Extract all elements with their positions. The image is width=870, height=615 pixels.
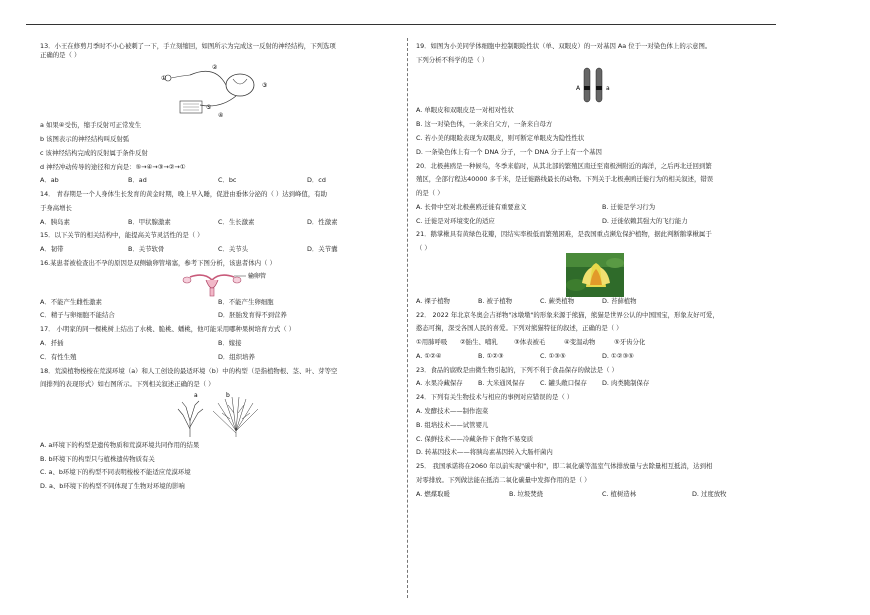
- q22-stem-line-2: 憨态可掬，深受各国人民的喜爱。下列对熊猫特征的叙述，正确的是（ ）: [416, 324, 623, 333]
- q20-stem-line-3: 的是（ ）: [416, 189, 444, 198]
- q22-choice-a[interactable]: A. ①②④: [416, 351, 442, 360]
- q25-choices: [416, 490, 782, 499]
- q20-choice-b[interactable]: B. 迁徙是学习行为: [602, 202, 656, 211]
- female-reproductive-diagram: [40, 268, 396, 298]
- q22-features: [416, 338, 782, 347]
- q17-choice-c[interactable]: C．有性生殖: [40, 352, 77, 361]
- q23-choice-d[interactable]: D. 肉类腌制保存: [602, 379, 650, 388]
- q14-choice-d[interactable]: D．性激素: [307, 217, 338, 226]
- left-column: [40, 42, 396, 491]
- q16-choice-a[interactable]: A．不能产生雌性激素: [40, 297, 102, 306]
- q20-choice-c[interactable]: C. 迁徙是对环境变化的适应: [416, 216, 495, 225]
- reflex-arc-diagram: [40, 59, 396, 121]
- question-14: [40, 190, 396, 226]
- q22-feature-1: ①用肺呼吸: [416, 338, 448, 347]
- q13-stem-line-2: 正确的是（ ）: [40, 50, 81, 59]
- q19-choice-a[interactable]: A. 单眼皮和双眼皮是一对相对性状: [416, 106, 514, 115]
- q24-choice-b[interactable]: B. 组培技术——试管婴儿: [416, 420, 489, 429]
- q16-choices-row-2: [40, 311, 396, 320]
- q25-choice-d[interactable]: D. 过度放牧: [692, 489, 727, 498]
- q23-choices: [416, 379, 782, 388]
- q18-label-a: a: [194, 391, 198, 399]
- q17-choices-row-1: [40, 339, 396, 348]
- q14-choice-c[interactable]: C．生长激素: [218, 217, 255, 226]
- q24-choice-a[interactable]: A. 发酵技术——制作泡菜: [416, 407, 489, 416]
- q22-stem-line-1: 22． 2022 年北京冬奥会吉祥物"冰墩墩"的形象来源于熊猫，熊猫是世界公认的中国国宝，形象友好可爱，: [416, 310, 719, 319]
- q21-choice-d[interactable]: D. 苔藓植物: [602, 296, 637, 305]
- q13-label-3: ③: [262, 82, 268, 90]
- q17-choices-row-2: [40, 353, 396, 362]
- q23-choice-c[interactable]: C. 罐头敞口保存: [540, 379, 587, 388]
- q13-option-c: c 该神经结构完成的反射属于条件反射: [40, 148, 148, 157]
- q18-choice-b[interactable]: B. b环境下的构型只与植株遗传物质有关: [40, 454, 155, 463]
- q13-option-b: b 该图表示的神经结构叫反射弧: [40, 134, 130, 143]
- chromosome-diagram: [416, 64, 782, 106]
- shrub-b-icon: [213, 397, 258, 437]
- q19-choice-b[interactable]: B. 这一对染色体，一条来自父方，一条来自母方: [416, 120, 553, 129]
- q22-choice-c[interactable]: C. ①③⑤: [540, 351, 566, 360]
- q20-choices-row-2: [416, 217, 782, 226]
- q21-choice-b[interactable]: B. 被子植物: [478, 296, 513, 305]
- q21-choice-a[interactable]: A. 裸子植物: [416, 296, 450, 305]
- q19-stem-line-1: 19．如图为小美同学体细胞中控制眼睑性状（单、双眼皮）的一对基因 Aa 位于一对染色体上的示意图。: [416, 42, 712, 50]
- q22-feature-4: ④变温动物: [564, 338, 596, 347]
- question-23: [416, 366, 782, 388]
- q18-figure: [40, 389, 396, 441]
- q18-choice-a[interactable]: A. a环境下的构型是遗传物质和荒漠环境共同作用的结果: [40, 440, 200, 449]
- q13-choice-a[interactable]: A．ab: [40, 176, 59, 185]
- q19-choice-c[interactable]: C. 若小美的眼睑表现为双眼皮，则可断定单眼皮为隐性性状: [416, 133, 585, 142]
- question-19: [416, 42, 782, 156]
- q24-choice-c[interactable]: C. 保鲜技术——冷藏条件下食物不易变质: [416, 434, 534, 443]
- saxaul-shrub-diagram: [40, 389, 396, 441]
- q13-figure: [40, 59, 396, 121]
- q22-feature-3: ③体表被毛: [514, 338, 546, 347]
- q16-choice-d[interactable]: D．胚胎发育得不到营养: [218, 311, 287, 320]
- column-divider: [407, 38, 408, 598]
- q20-choice-a[interactable]: A. 长骨中空对北极燕鸥迁徙有重要意义: [416, 202, 527, 211]
- q17-stem: 17． 小明家的同一棵桃树上结出了水桃、脆桃、蟠桃，他可能采用哪种果树培育方式（ ）: [40, 325, 296, 334]
- q22-choices: [416, 352, 782, 361]
- q21-figure: [416, 253, 782, 297]
- q17-choice-d[interactable]: D．组织培养: [218, 352, 255, 361]
- q14-choice-b[interactable]: B．甲状腺激素: [128, 217, 171, 226]
- q15-choice-d[interactable]: D．关节囊: [307, 245, 338, 254]
- q13-stem-line-1: 13．小王在修剪月季时不小心被刺了一下，手立刻缩回，如图所示为完成这一反射的神经结构，下列选项: [40, 42, 336, 50]
- q14-choice-a[interactable]: A．胰岛素: [40, 217, 70, 226]
- q16-stem: 16.某患者被检查出不孕的原因是双侧输卵管堵塞，参考下图分析，该患者体内（ ）: [40, 259, 276, 267]
- question-13: [40, 42, 396, 185]
- q23-stem: 23．食品的腐败是由微生物引起的，下列不利于食品保存的做法是（ ）: [416, 365, 618, 374]
- q16-choices-row-1: [40, 298, 396, 307]
- q13-option-a: a 如果④受伤，缩手反射可正常发生: [40, 121, 142, 130]
- q15-choices: [40, 245, 396, 254]
- question-18: [40, 367, 396, 491]
- q19-choice-d[interactable]: D. 一条染色体上有一个 DNA 分子，一个 DNA 分子上有一个基因: [416, 147, 602, 156]
- q13-label-4: ④: [218, 112, 224, 120]
- q21-stem-line-2: （ ）: [416, 244, 431, 253]
- question-21: [416, 230, 782, 305]
- question-16: [40, 259, 396, 320]
- q13-choices: [40, 176, 396, 185]
- q16-figure: [40, 268, 396, 298]
- q19-stem-line-2: 下列分析不科学的是（ ）: [416, 55, 489, 64]
- q20-stem-line-1: 20．北极燕鸥是一种候鸟，冬季来临时，从其北部的繁殖区南迁至南极洲附近的海洋，之后再北迁回到繁: [416, 161, 712, 170]
- q14-stem-line-1: 14． 青春期是一个人身体生长发育的黄金时期，晚上早入睡，促进由垂体分泌的（ ）达到峰值，有助: [40, 190, 327, 199]
- q18-stem-line-2: 间排列的表现形式）如右图所示。下列相关叙述正确的是（ ）: [40, 380, 215, 389]
- q25-choice-a[interactable]: A. 燃煤取暖: [416, 489, 450, 498]
- q13-option-d: d 神经冲动传导的途径和方向是：⑤→④→③→②→①: [40, 162, 186, 171]
- q20-choice-d[interactable]: D. 迁徙依赖其强大的飞行能力: [602, 216, 688, 225]
- question-20: [416, 162, 782, 226]
- header-rule: [26, 24, 776, 25]
- q13-choice-b[interactable]: B．ad: [128, 176, 147, 185]
- q15-choice-c[interactable]: C．关节头: [218, 245, 249, 254]
- q20-stem-line-2: 殖区，全部行程达40000 多千米，是迁徙路线最长的动物。下列关于北极燕鸥迁徙行为的相关叙述，错误: [416, 175, 714, 184]
- q13-label-1: ①: [161, 75, 167, 83]
- q15-choice-b[interactable]: B．关节软骨: [128, 245, 165, 254]
- q15-stem: 15．以下关节的相关结构中，能提高关节灵活性的是（ ）: [40, 231, 204, 240]
- q17-choice-b[interactable]: B．嫁接: [218, 338, 242, 347]
- q21-stem-line-1: 21．鹅掌楸具有黄绿色花瓣，因结实率极低而繁殖困难，是我国重点濒危保护植物，据此判断鹅掌楸属于: [416, 230, 712, 239]
- question-15: [40, 231, 396, 253]
- q13-choice-c[interactable]: C．bc: [218, 176, 237, 185]
- q19-label-a: a: [606, 85, 610, 93]
- q25-choice-b[interactable]: B. 垃圾焚烧: [509, 489, 544, 498]
- q18-stem-line-1: 18．荒漠植物梭梭在荒漠环境（a）和人工创设的最适环境（b）中的构型（是指植物根、茎、叶、芽等空: [40, 366, 338, 375]
- question-22: [416, 311, 782, 361]
- q14-stem-line-2: 于身高增长: [40, 203, 72, 212]
- q24-choice-d[interactable]: D. 转基因技术——将胰岛素基因转入大肠杆菌内: [416, 448, 553, 457]
- q19-figure: [416, 64, 782, 106]
- q18-choice-c[interactable]: C. a、b环境下的构型不同表明梭梭不能适应荒漠环境: [40, 468, 191, 477]
- q23-choice-b[interactable]: B. 大米通风保存: [478, 379, 525, 388]
- q22-feature-5: ⑤牙齿分化: [614, 338, 646, 347]
- q23-choice-a[interactable]: A. 水果冷藏保存: [416, 379, 463, 388]
- q25-choice-c[interactable]: C. 植树造林: [602, 489, 637, 498]
- question-25: [416, 462, 782, 498]
- q13-label-5: ⑤: [206, 104, 212, 112]
- question-17: [40, 325, 396, 361]
- q24-stem: 24．下列有关生物技术与相应的事例对应错误的是（ ）: [416, 393, 574, 402]
- q20-choices-row-1: [416, 203, 782, 212]
- q15-choice-a[interactable]: A．韧带: [40, 245, 64, 254]
- q22-feature-2: ②胎生、哺乳: [460, 338, 498, 347]
- q22-choice-b[interactable]: B. ①②③: [478, 351, 504, 360]
- q13-label-2: ②: [212, 64, 218, 72]
- q25-stem-line-1: 25． 我国承诺将在2060 年以前实现"碳中和"，即二氧化碳等温室气体排放量与去除量相互抵消，达到相: [416, 462, 713, 471]
- q13-choice-d[interactable]: D．cd: [307, 176, 326, 185]
- q19-label-A: A: [576, 85, 581, 93]
- right-column: [416, 42, 782, 498]
- q16-choice-c[interactable]: C．精子与卵细胞不能结合: [40, 311, 115, 320]
- q16-label-oviduct: 输卵管: [248, 272, 267, 280]
- tulip-tree-flower-photo: [416, 253, 782, 297]
- q18-choice-d[interactable]: D. a、b环境下的构型不同体现了生物对环境的影响: [40, 482, 185, 491]
- q21-choice-c[interactable]: C. 蕨类植物: [540, 296, 575, 305]
- q22-choice-d[interactable]: D. ①②③⑤: [602, 351, 634, 360]
- q16-choice-b[interactable]: B．不能产生卵细胞: [218, 297, 274, 306]
- q25-stem-line-2: 对零排放。下列做法能在抵消二氧化碳量中发挥作用的是（ ）: [416, 475, 591, 484]
- q17-choice-a[interactable]: A．扦插: [40, 338, 64, 347]
- q14-choices: [40, 218, 396, 227]
- question-24: [416, 393, 782, 457]
- shrub-a-icon: [178, 401, 203, 437]
- q21-choices: [416, 297, 782, 306]
- q18-label-b: b: [226, 391, 230, 399]
